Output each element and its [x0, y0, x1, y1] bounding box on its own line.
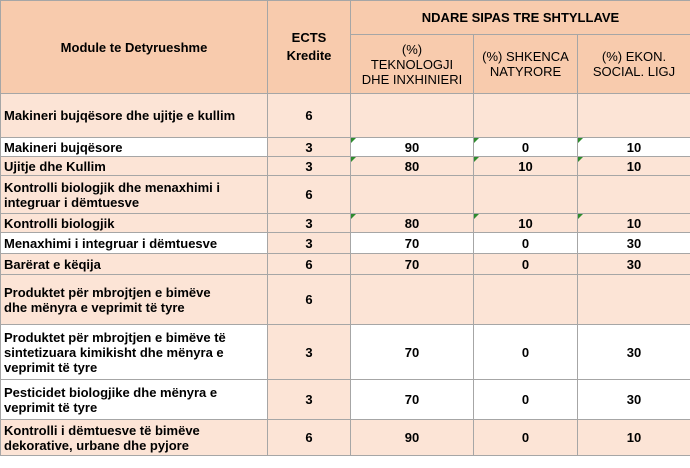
tek-cell	[351, 94, 474, 138]
table-row	[1, 380, 690, 420]
header-module-label: Module te Detyrueshme	[60, 39, 208, 55]
table-row	[1, 94, 690, 138]
header-col-ekon	[578, 35, 690, 94]
shk-cell: 10	[474, 157, 578, 176]
module-name-line: Ujitje dhe Kullim	[4, 158, 106, 174]
table-row	[1, 254, 690, 275]
module-name-cell	[1, 275, 268, 325]
module-name-cell	[1, 94, 268, 138]
module-name-line: Barërat e këqija	[4, 256, 101, 272]
module-name-line: sintetizuara kimikisht dhe mënyra e	[4, 344, 224, 360]
ekon-cell	[578, 176, 690, 214]
ects-cell: 6	[268, 254, 351, 275]
tek-cell: 70	[351, 254, 474, 275]
header-col-shk-line2: NATYRORE	[489, 64, 562, 79]
module-name-cell	[1, 325, 268, 380]
module-name-line: dhe mënyra e veprimit të tyre	[4, 299, 185, 315]
header-group	[351, 1, 690, 35]
ects-cell: 6	[268, 275, 351, 325]
table-row	[1, 420, 690, 456]
ekon-cell: 30	[578, 325, 690, 380]
shk-cell: 10	[474, 214, 578, 233]
shk-cell	[474, 176, 578, 214]
table-row	[1, 157, 690, 176]
tek-cell: 90	[351, 420, 474, 456]
module-name-line: Produktet për mbrojtjen e bimëve	[4, 284, 211, 300]
table-body	[1, 94, 690, 456]
table-row	[1, 275, 690, 325]
ekon-cell: 10	[578, 157, 690, 176]
table-row	[1, 176, 690, 214]
tek-cell: 80	[351, 157, 474, 176]
ekon-cell	[578, 94, 690, 138]
table-row	[1, 325, 690, 380]
tek-cell: 70	[351, 233, 474, 254]
ects-cell: 3	[268, 325, 351, 380]
shk-cell: 0	[474, 325, 578, 380]
module-name-cell	[1, 214, 268, 233]
table-row	[1, 138, 690, 157]
header-col-shk	[474, 35, 578, 94]
module-name-cell	[1, 380, 268, 420]
header-group-label: NDARE SIPAS TRE SHTYLLAVE	[421, 10, 620, 25]
header-col-shk-line1: (%) SHKENCA	[482, 49, 569, 64]
ekon-cell: 30	[578, 380, 690, 420]
shk-cell: 0	[474, 138, 578, 157]
module-name-cell	[1, 420, 268, 456]
header-col-ekon-line1: (%) EKON.	[601, 49, 667, 64]
module-name-cell	[1, 254, 268, 275]
module-name-cell	[1, 138, 268, 157]
ekon-cell: 10	[578, 138, 690, 157]
tek-cell: 80	[351, 214, 474, 233]
header-ects	[268, 1, 351, 94]
module-name-line: Makineri bujqësore	[4, 139, 123, 155]
tek-cell: 70	[351, 325, 474, 380]
tek-cell: 70	[351, 380, 474, 420]
tek-cell	[351, 176, 474, 214]
table-row	[1, 214, 690, 233]
shk-cell: 0	[474, 380, 578, 420]
module-name-line: Produktet për mbrojtjen e bimëve të	[4, 329, 226, 345]
ects-cell: 3	[268, 380, 351, 420]
module-name-cell	[1, 176, 268, 214]
header-ects-line2: Kredite	[286, 48, 332, 63]
header-module	[1, 1, 268, 94]
shk-cell: 0	[474, 254, 578, 275]
ekon-cell: 10	[578, 214, 690, 233]
header-col-tek	[351, 35, 474, 94]
module-name-cell	[1, 233, 268, 254]
module-name-line: dekorative, urbane dhe pyjore	[4, 437, 189, 453]
module-name-line: veprimit të tyre	[4, 399, 98, 415]
ekon-cell: 30	[578, 254, 690, 275]
module-name-line: Pesticidet biologjike dhe mënyra e	[4, 384, 218, 400]
ects-cell: 3	[268, 138, 351, 157]
module-name-line: integruar i dëmtuesve	[4, 194, 140, 210]
ects-cell: 6	[268, 176, 351, 214]
ects-cell: 6	[268, 94, 351, 138]
table-row	[1, 233, 690, 254]
module-name-line: Kontrolli biologjik	[4, 215, 115, 231]
module-name-line: Kontrolli i dëmtuesve të bimëve	[4, 422, 200, 438]
tek-cell: 90	[351, 138, 474, 157]
header-col-tek-line1: (%)	[401, 41, 423, 57]
module-name-line: Menaxhimi i integruar i dëmtuesve	[4, 235, 218, 251]
shk-cell: 0	[474, 420, 578, 456]
ekon-cell: 30	[578, 233, 690, 254]
shk-cell	[474, 94, 578, 138]
shk-cell: 0	[474, 233, 578, 254]
module-name-line: veprimit të tyre	[4, 359, 98, 375]
module-name-line: Kontrolli biologjik dhe menaxhimi i	[4, 179, 220, 195]
header-ects-line1: ECTS	[291, 30, 327, 45]
ects-cell: 6	[268, 420, 351, 456]
ekon-cell: 10	[578, 420, 690, 456]
header-col-tek-line3: DHE INXHINIERI	[361, 71, 463, 87]
module-name-line: Makineri bujqësore dhe ujitje e kullim	[4, 108, 236, 123]
ects-cell: 3	[268, 157, 351, 176]
module-name-cell	[1, 157, 268, 176]
ects-cell: 3	[268, 233, 351, 254]
header-col-ekon-line2: SOCIAL. LIGJ	[592, 64, 676, 79]
header-col-tek-line2: TEKNOLOGJI	[370, 56, 454, 72]
ekon-cell	[578, 275, 690, 325]
ects-cell: 3	[268, 214, 351, 233]
tek-cell	[351, 275, 474, 325]
shk-cell	[474, 275, 578, 325]
